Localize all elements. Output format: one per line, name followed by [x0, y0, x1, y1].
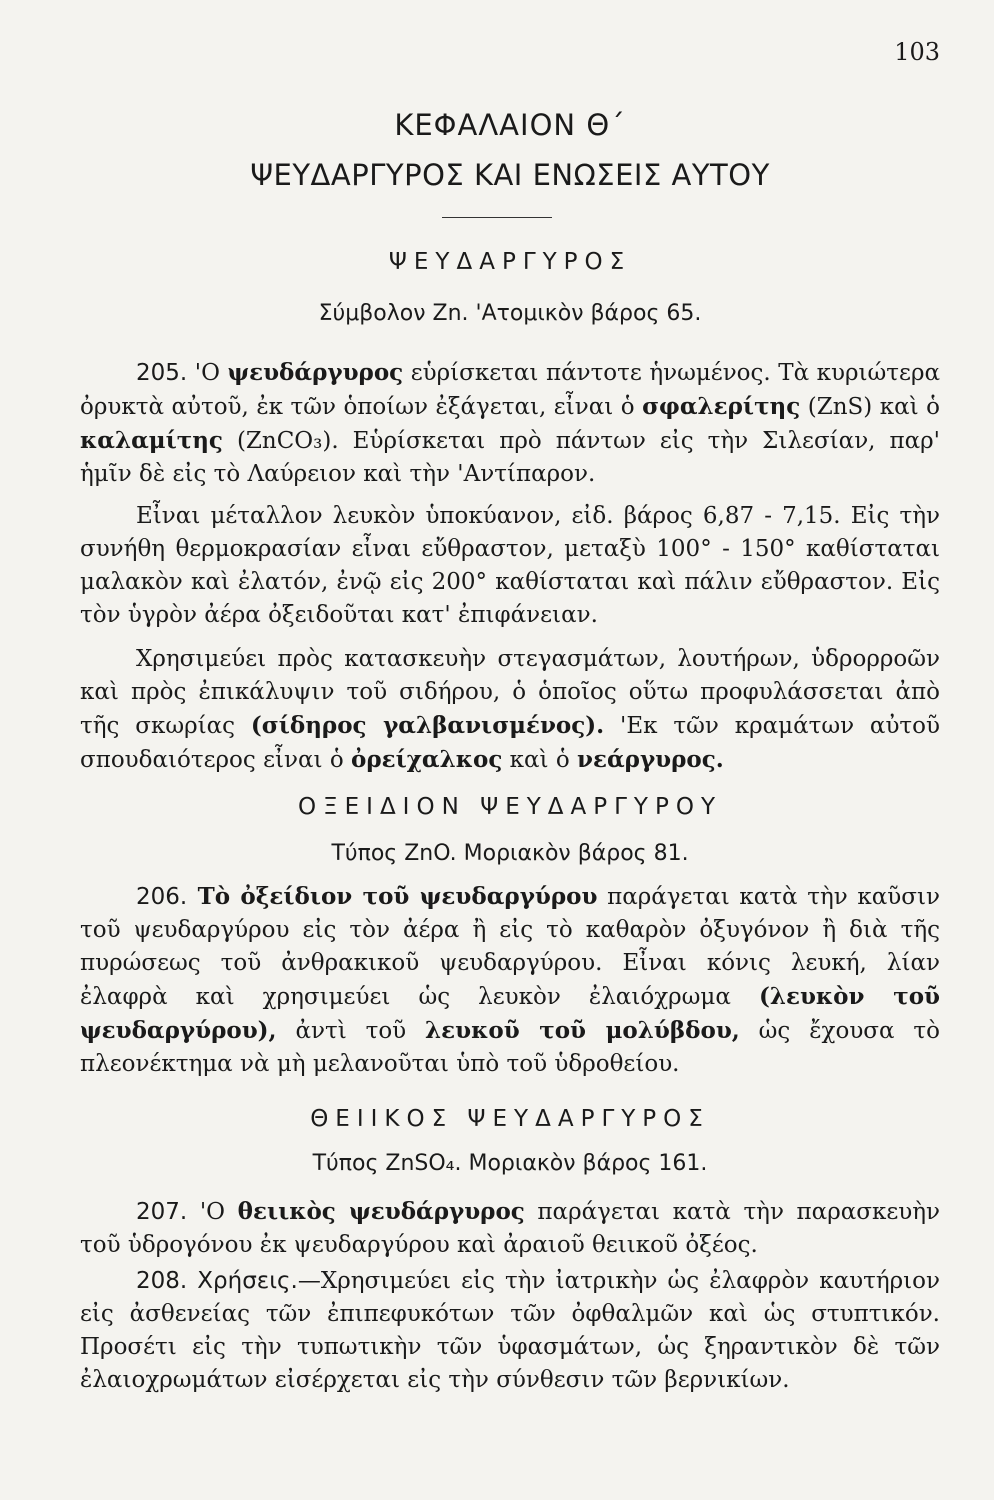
text: εὑρίσκεται πάντοτε ἡνωμένος. Τὰ κυριώτερα ὀρυκτὰ αὐτοῦ, ἐκ τῶν ὁποίων ἐξάγεται, εἶναι ὁ	[80, 360, 940, 420]
bold-term: λευκοῦ τοῦ μολύβδου,	[425, 1017, 740, 1044]
paragraph-207	[80, 1195, 940, 1262]
paragraph-205	[80, 356, 940, 491]
bold-term: (λευκὸν τοῦ ψευδαργύρου),	[80, 983, 940, 1044]
text: παράγεται κατὰ τὴν παρασκευὴν τοῦ ὑδρογόνου ἐκ ψευδαργύρου καὶ ἀραιοῦ θειικοῦ ὀξέος.	[80, 1199, 940, 1258]
text: 'Εκ τῶν κραμάτων αὐτοῦ σπουδαιότερος εἶναι ὁ	[80, 713, 940, 773]
text: (ZnS) καὶ ὁ	[800, 394, 940, 420]
paragraph-208	[80, 1265, 940, 1397]
text: Χρησιμεύει πρὸς κατασκευὴν στεγασμάτων, λουτήρων, ὑδρορροῶν καὶ πρὸς ἐπικάλυψιν τοῦ σιδήρου, ὁ ὁποῖος οὕτω προφυλάσσεται ἀπὸ τῆς σκωρίας	[80, 646, 940, 739]
bold-term: νεάργυρος.	[577, 746, 724, 773]
chapter-title: ΚΕΦΑΛΑΙΟΝ Θ΄	[394, 108, 626, 142]
paragraph-number: 207.	[136, 1199, 188, 1225]
paragraph-number: 205.	[136, 360, 188, 386]
text: ὡς ἔχουσα τὸ πλεονέκτημα νὰ μὴ μελανοῦται ὑπὸ τοῦ ὑδροθείου.	[80, 1018, 940, 1077]
section-heading-zinc-sulfate: ΘΕΙΙΚΟΣ ΨΕΥΔΑΡΓΥΡΟΣ	[310, 1106, 710, 1132]
title-divider	[442, 217, 552, 218]
section-heading-zinc: ΨΕΥΔΑΡΓΥΡΟΣ	[388, 249, 632, 275]
paragraph-number: 208.	[136, 1268, 188, 1294]
text: (ZnCO₃). Εὑρίσκεται πρὸ πάντων εἰς τὴν Σιλεσίαν, παρ' ἡμῖν δὲ εἰς τὸ Λαύρειον καὶ τὴν 'Αντίπαρον.	[80, 428, 940, 487]
bold-term: καλαμίτης	[80, 427, 223, 454]
bold-term: ὀρείχαλκος	[351, 746, 503, 773]
section-heading-zinc-oxide: ΟΞΕΙΔΙΟΝ ΨΕΥΔΑΡΓΥΡΟΥ	[298, 794, 722, 820]
paragraph-205-uses	[80, 643, 940, 777]
section-meta-zinc: Σύμβολον Zn. 'Ατομικὸν βάρος 65.	[318, 301, 702, 326]
paragraph-205-properties: Εἶναι μέταλλον λευκὸν ὑποκύανον, εἰδ. βάρος 6,87 - 7,15. Εἰς τὴν συνήθη θερμοκρασίαν εἶναι εὔθραστον, μεταξὺ 100° - 150° καθίσταται μαλακὸν καὶ ἐλατόν, ἐνῷ εἰς 200° καθίσταται καὶ πάλιν εὔθραστον. Εἰς τὸν ὑγρὸν ἀέρα ὀξειδοῦται κατ' ἐπιφάνειαν.	[80, 503, 940, 628]
text: —Χρησιμεύει εἰς τὴν ἰατρικὴν ὡς ἐλαφρὸν καυτήριον εἰς ἀσθενείας τῶν ἐπιπεφυκότων τῶν ὀφθαλμῶν καὶ ὡς στυπτικόν. Προσέτι εἰς τὴν τυπωτικὴν τῶν ὑφασμάτων, ὡς ξηραντικὸν δὲ τῶν ἐλαιοχρωμάτων εἰσέρχεται εἰς τὴν σύνθεσιν τῶν βερνικίων.	[80, 1268, 940, 1393]
section-meta-zinc-oxide: Τύπος ZnO. Μοριακὸν βάρος 81.	[331, 841, 689, 866]
paragraph-206	[80, 880, 940, 1081]
bold-term: ψευδάργυρος	[227, 359, 404, 386]
bold-term: Τὸ ὀξείδιον τοῦ ψευδαργύρου	[187, 883, 598, 910]
text: 'Ο	[187, 1199, 238, 1225]
text: ἀντὶ τοῦ	[276, 1018, 426, 1044]
text: παράγεται κατὰ τὴν καῦσιν τοῦ ψευδαργύρου εἰς τὸν ἀέρα ἢ εἰς τὸ καθαρὸν ὀξυγόνον ἢ διὰ τῆς πυρώσεως τοῦ ἀνθρακικοῦ ψευδαργύρου. Εἶναι κόνις λευκή, λίαν ἐλαφρὰ καὶ χρησιμεύει ὡς λευκὸν ἐλαιόχρωμα	[80, 884, 940, 1010]
paragraph-number: 206.	[136, 884, 188, 910]
section-meta-zinc-sulfate: Τύπος ZnSO₄. Μοριακὸν βάρος 161.	[312, 1151, 708, 1176]
uses-lead: Χρήσεις.	[187, 1268, 298, 1294]
page-number: 103	[894, 38, 940, 66]
chapter-subject: ΨΕΥΔΑΡΓΥΡΟΣ ΚΑΙ ΕΝΩΣΕΙΣ ΑΥΤΟΥ	[250, 158, 770, 192]
bold-term: σφαλερίτης	[642, 393, 801, 420]
book-page	[80, 0, 940, 1500]
text: 'Ο	[187, 360, 228, 386]
text: καὶ ὁ	[502, 747, 578, 773]
bold-term: θειικὸς ψευδάργυρος	[237, 1198, 525, 1225]
bold-term: (σίδηρος γαλβανισμένος).	[250, 712, 605, 739]
